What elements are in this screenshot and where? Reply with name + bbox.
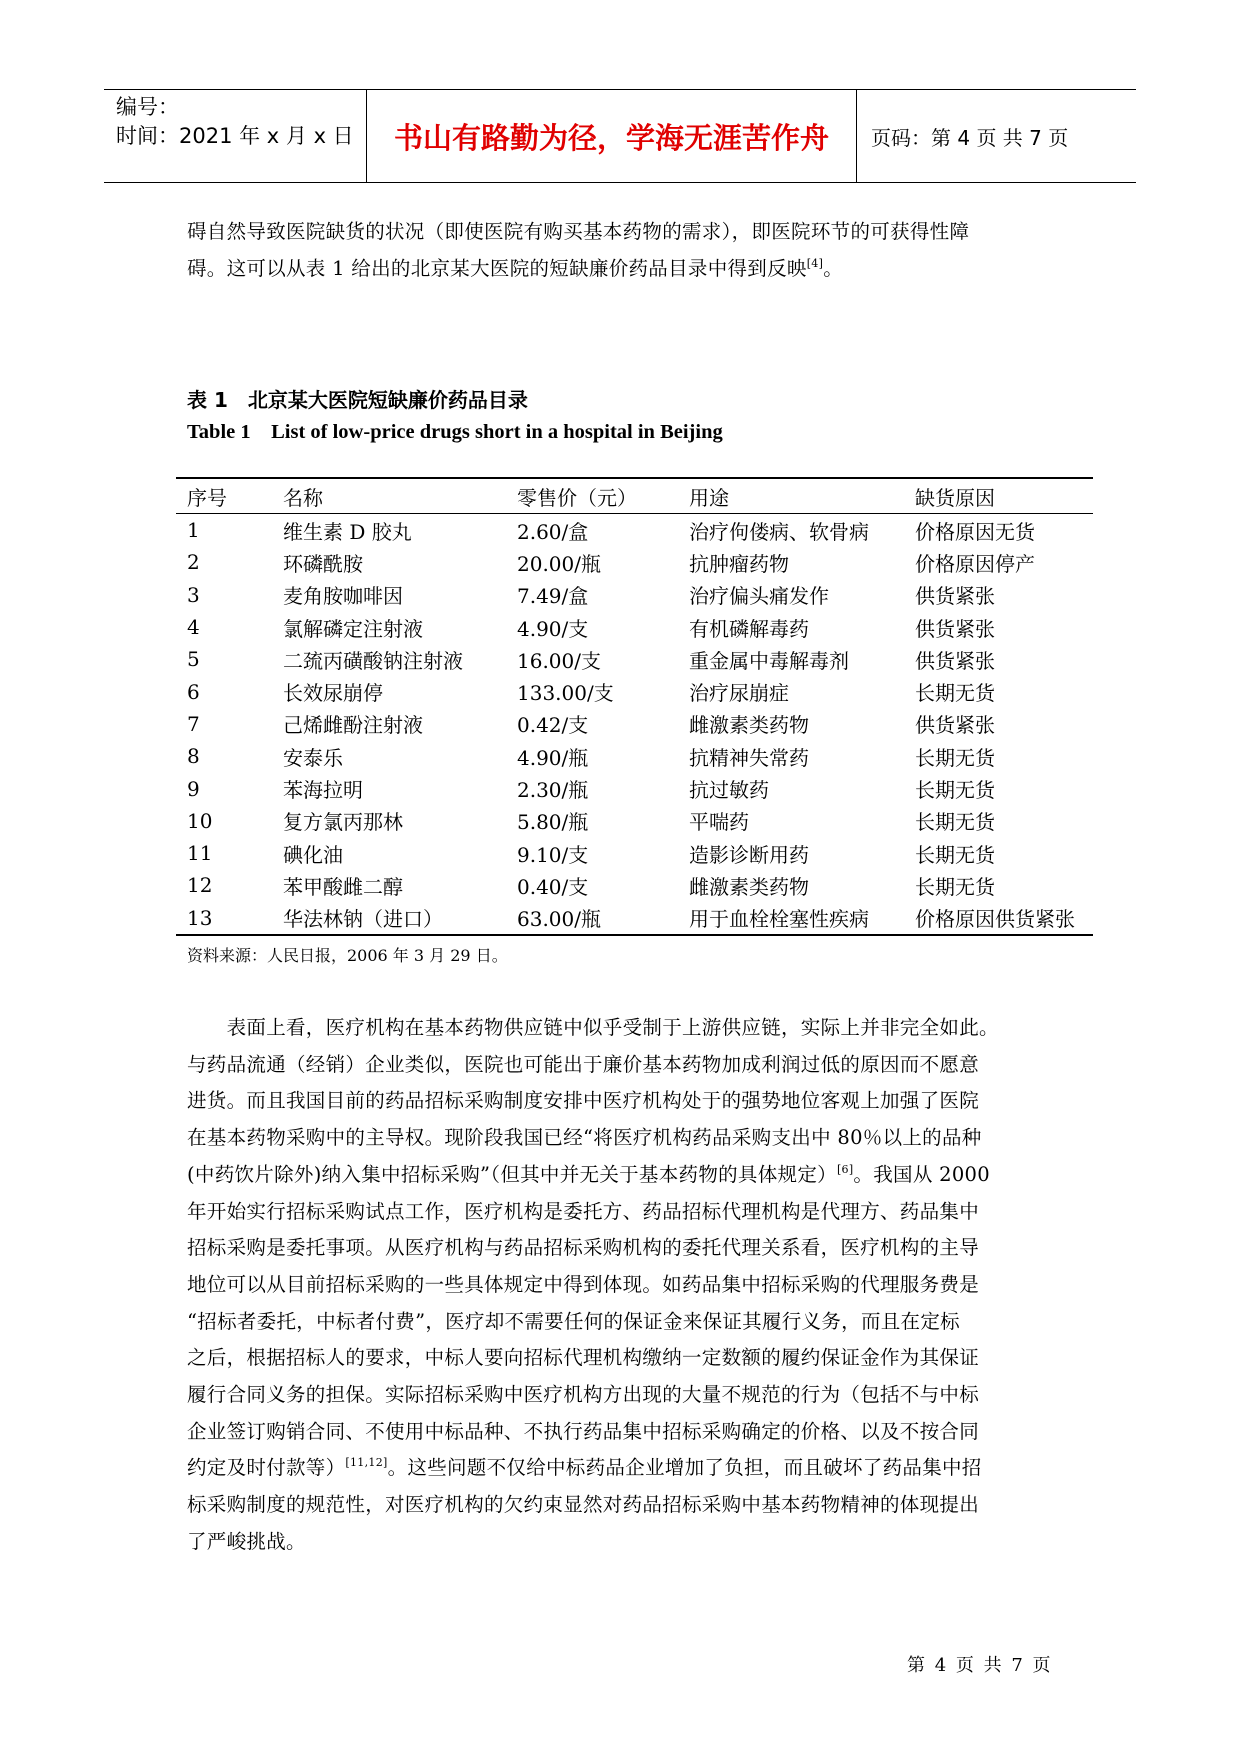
table-cell: 7 [187,711,200,736]
body-line: 与药品流通（经销）企业类似，医院也可能出于廉价基本药物加成利润过低的原因而不愿意 [187,1052,980,1076]
page-footer: 第 4 页 共 7 页 [907,1655,1053,1676]
table-cell: 治疗尿崩症 [689,681,789,706]
header-page-label: 页码：第 4 页 共 7 页 [871,125,1069,150]
table-row [176,708,1093,740]
citation: [6] [836,1162,854,1176]
table-cell: 6 [187,679,200,704]
body-paragraph [187,1010,1053,1561]
table-body [176,514,1093,935]
body-line [187,1450,1053,1487]
table-cell: 重金属中毒解毒剂 [689,648,849,673]
table-cell: 供货紧张 [915,616,995,641]
table-row [176,869,1093,901]
table-cell: 2.30/瓶 [517,778,589,803]
body-text: 。我国从 2000 [853,1162,990,1186]
table-cell: 苯海拉明 [283,778,363,803]
table-cell: 治疗佝偻病、软骨病 [689,519,869,544]
table-caption-en: Table 1 List of low-price drugs short in a hospital in Beijing [187,421,723,443]
body-text: (中药饮片除外)纳入集中招标采购”（但其中并无关于基本药物的具体规定） [187,1162,837,1186]
citation: [11,12] [345,1456,388,1470]
body-text: 。这些问题不仅给中标药品企业增加了负担，而且破坏了药品集中招 [387,1456,982,1480]
table-cell: 63.00/瓶 [517,907,601,932]
table-cell: 安泰乐 [283,745,343,770]
table-cell: 有机磷解毒药 [689,616,809,641]
table-cell: 长期无货 [915,745,995,770]
table-cell: 复方氯丙那林 [283,810,403,835]
table-cell: 雌激素类药物 [689,874,809,899]
body-text: 约定及时付款等） [187,1456,346,1480]
table-cell: 16.00/支 [517,648,601,673]
body-line: “招标者委托，中标者付费”，医疗却不需要任何的保证金来保证其履行义务，而且在定标 [187,1309,960,1333]
table-cell: 供货紧张 [915,584,995,609]
table-cell: 治疗偏头痛发作 [689,584,829,609]
body-line: 履行合同义务的担保。实际招标采购中医疗机构方出现的大量不规范的行为（包括不与中标 [187,1383,980,1407]
table-cell: 抗肿瘤药物 [689,551,789,576]
table-cell: 9.10/支 [517,842,589,867]
table-cell: 氯解磷定注射液 [283,616,423,641]
table-cell: 9 [187,776,200,801]
table-row [176,546,1093,578]
table-row [176,902,1093,935]
table-cell: 长期无货 [915,778,995,803]
table-cell: 长期无货 [915,681,995,706]
table-source: 资料来源：人民日报，2006 年 3 月 29 日。 [187,946,508,965]
body-line: 招标采购是委托事项。从医疗机构与药品招标采购机构的委托代理关系看，医疗机构的主导 [187,1236,980,1260]
body-line: 年开始实行招标采购试点工作，医疗机构是委托方、药品招标代理机构是代理方、药品集中 [187,1199,980,1223]
table-cell: 12 [187,873,213,898]
body-line: 地位可以从目前招标采购的一些具体规定中得到体现。如药品集中招标采购的代理服务费是 [187,1272,980,1296]
column-header: 名称 [283,485,323,510]
body-line: 标采购制度的规范性，对医疗机构的欠约束显然对药品招标采购中基本药物精神的体现提出 [187,1493,980,1517]
table-cell: 维生素 D 胶丸 [283,519,412,544]
intro-paragraph [187,214,1053,287]
table-cell: 价格原因供货紧张 [915,907,1075,932]
table-cell: 华法林钠（进口） [283,907,443,932]
body-line: 表面上看，医疗机构在基本药物供应链中似乎受制于上游供应链，实际上并非完全如此。 [187,1016,999,1039]
table-row [176,643,1093,675]
number-label: 编号： [116,95,179,119]
table-cell: 5 [187,647,200,672]
table-cell: 3 [187,582,200,607]
table-cell: 2.60/盒 [517,519,589,544]
table-caption-cn: 表 1 北京某大医院短缺廉价药品目录 [187,388,528,412]
table-cell: 7.49/盒 [517,584,589,609]
table-cell: 2 [187,550,200,575]
table-cell: 麦角胺咖啡因 [283,584,403,609]
table-cell: 苯甲酸雌二醇 [283,874,403,899]
intro-text: 。 [823,256,844,280]
drug-table [176,477,1093,936]
body-line: 企业签订购销合同、不使用中标品种、不执行药品集中招标采购确定的价格、以及不按合同 [187,1419,980,1443]
citation: [4] [806,256,824,270]
table-cell: 4.90/支 [517,616,589,641]
column-header: 缺货原因 [915,485,995,510]
body-line: 在基本药物采购中的主导权。现阶段我国已经“将医疗机构药品采购支出中 80％以上的品种 [187,1126,982,1150]
table-row [176,805,1093,837]
header-motto: 书山有路勤为径，学海无涯苦作舟 [367,90,857,182]
table-cell: 长期无货 [915,842,995,867]
table-cell: 0.40/支 [517,874,589,899]
table-row [176,740,1093,772]
table-cell: 0.42/支 [517,713,589,738]
table-row [176,579,1093,611]
page-header [104,89,1136,183]
table-cell: 长效尿崩停 [283,681,383,706]
table-cell: 长期无货 [915,810,995,835]
table-cell: 供货紧张 [915,713,995,738]
table-cell: 11 [187,841,213,866]
table-cell: 10 [187,808,213,833]
column-header: 用途 [689,485,729,510]
table-cell: 价格原因停产 [915,551,1035,576]
table-cell: 13 [187,905,213,930]
table-cell: 平喘药 [689,810,749,835]
intro-line [187,251,1053,288]
time-label: 时间：2021 年 x 月 x 日 [116,124,354,148]
table-cell: 用于血栓栓塞性疾病 [689,907,869,932]
table-cell: 造影诊断用药 [689,842,809,867]
table-row [176,675,1093,707]
table-cell: 雌激素类药物 [689,713,809,738]
intro-text: 碍。这可以从表 1 给出的北京某大医院的短缺廉价药品目录中得到反映 [187,256,807,280]
table-cell: 长期无货 [915,874,995,899]
table-cell: 碘化油 [283,842,343,867]
table-cell: 己烯雌酚注射液 [283,713,423,738]
table-cell: 价格原因无货 [915,519,1035,544]
column-header: 零售价（元） [517,485,637,510]
body-line [187,1157,1053,1194]
table-cell: 5.80/瓶 [517,810,589,835]
table-row [176,837,1093,869]
column-header: 序号 [187,485,227,510]
table-cell: 4 [187,615,200,640]
table-cell: 20.00/瓶 [517,551,601,576]
table-cell: 二巯丙磺酸钠注射液 [283,648,463,673]
table-row [176,772,1093,804]
table-cell: 4.90/瓶 [517,745,589,770]
header-meta [104,90,367,182]
table-cell: 8 [187,744,200,769]
body-line: 进货。而且我国目前的药品招标采购制度安排中医疗机构处于的强势地位客观上加强了医院 [187,1089,980,1113]
table-header-row [176,478,1093,514]
table-cell: 抗精神失常药 [689,745,809,770]
table-cell: 环磷酰胺 [283,551,363,576]
table-cell: 抗过敏药 [689,778,769,803]
table-row [176,514,1093,547]
table-cell: 供货紧张 [915,648,995,673]
table-cell: 1 [187,518,200,543]
table-row [176,611,1093,643]
body-line: 了严峻挑战。 [187,1529,306,1553]
intro-line: 碍自然导致医院缺货的状况（即使医院有购买基本药物的需求），即医院环节的可获得性障 [187,220,970,243]
body-line: 之后，根据招标人的要求，中标人要向招标代理机构缴纳一定数额的履约保证金作为其保证 [187,1346,980,1370]
table-cell: 133.00/支 [517,681,614,706]
